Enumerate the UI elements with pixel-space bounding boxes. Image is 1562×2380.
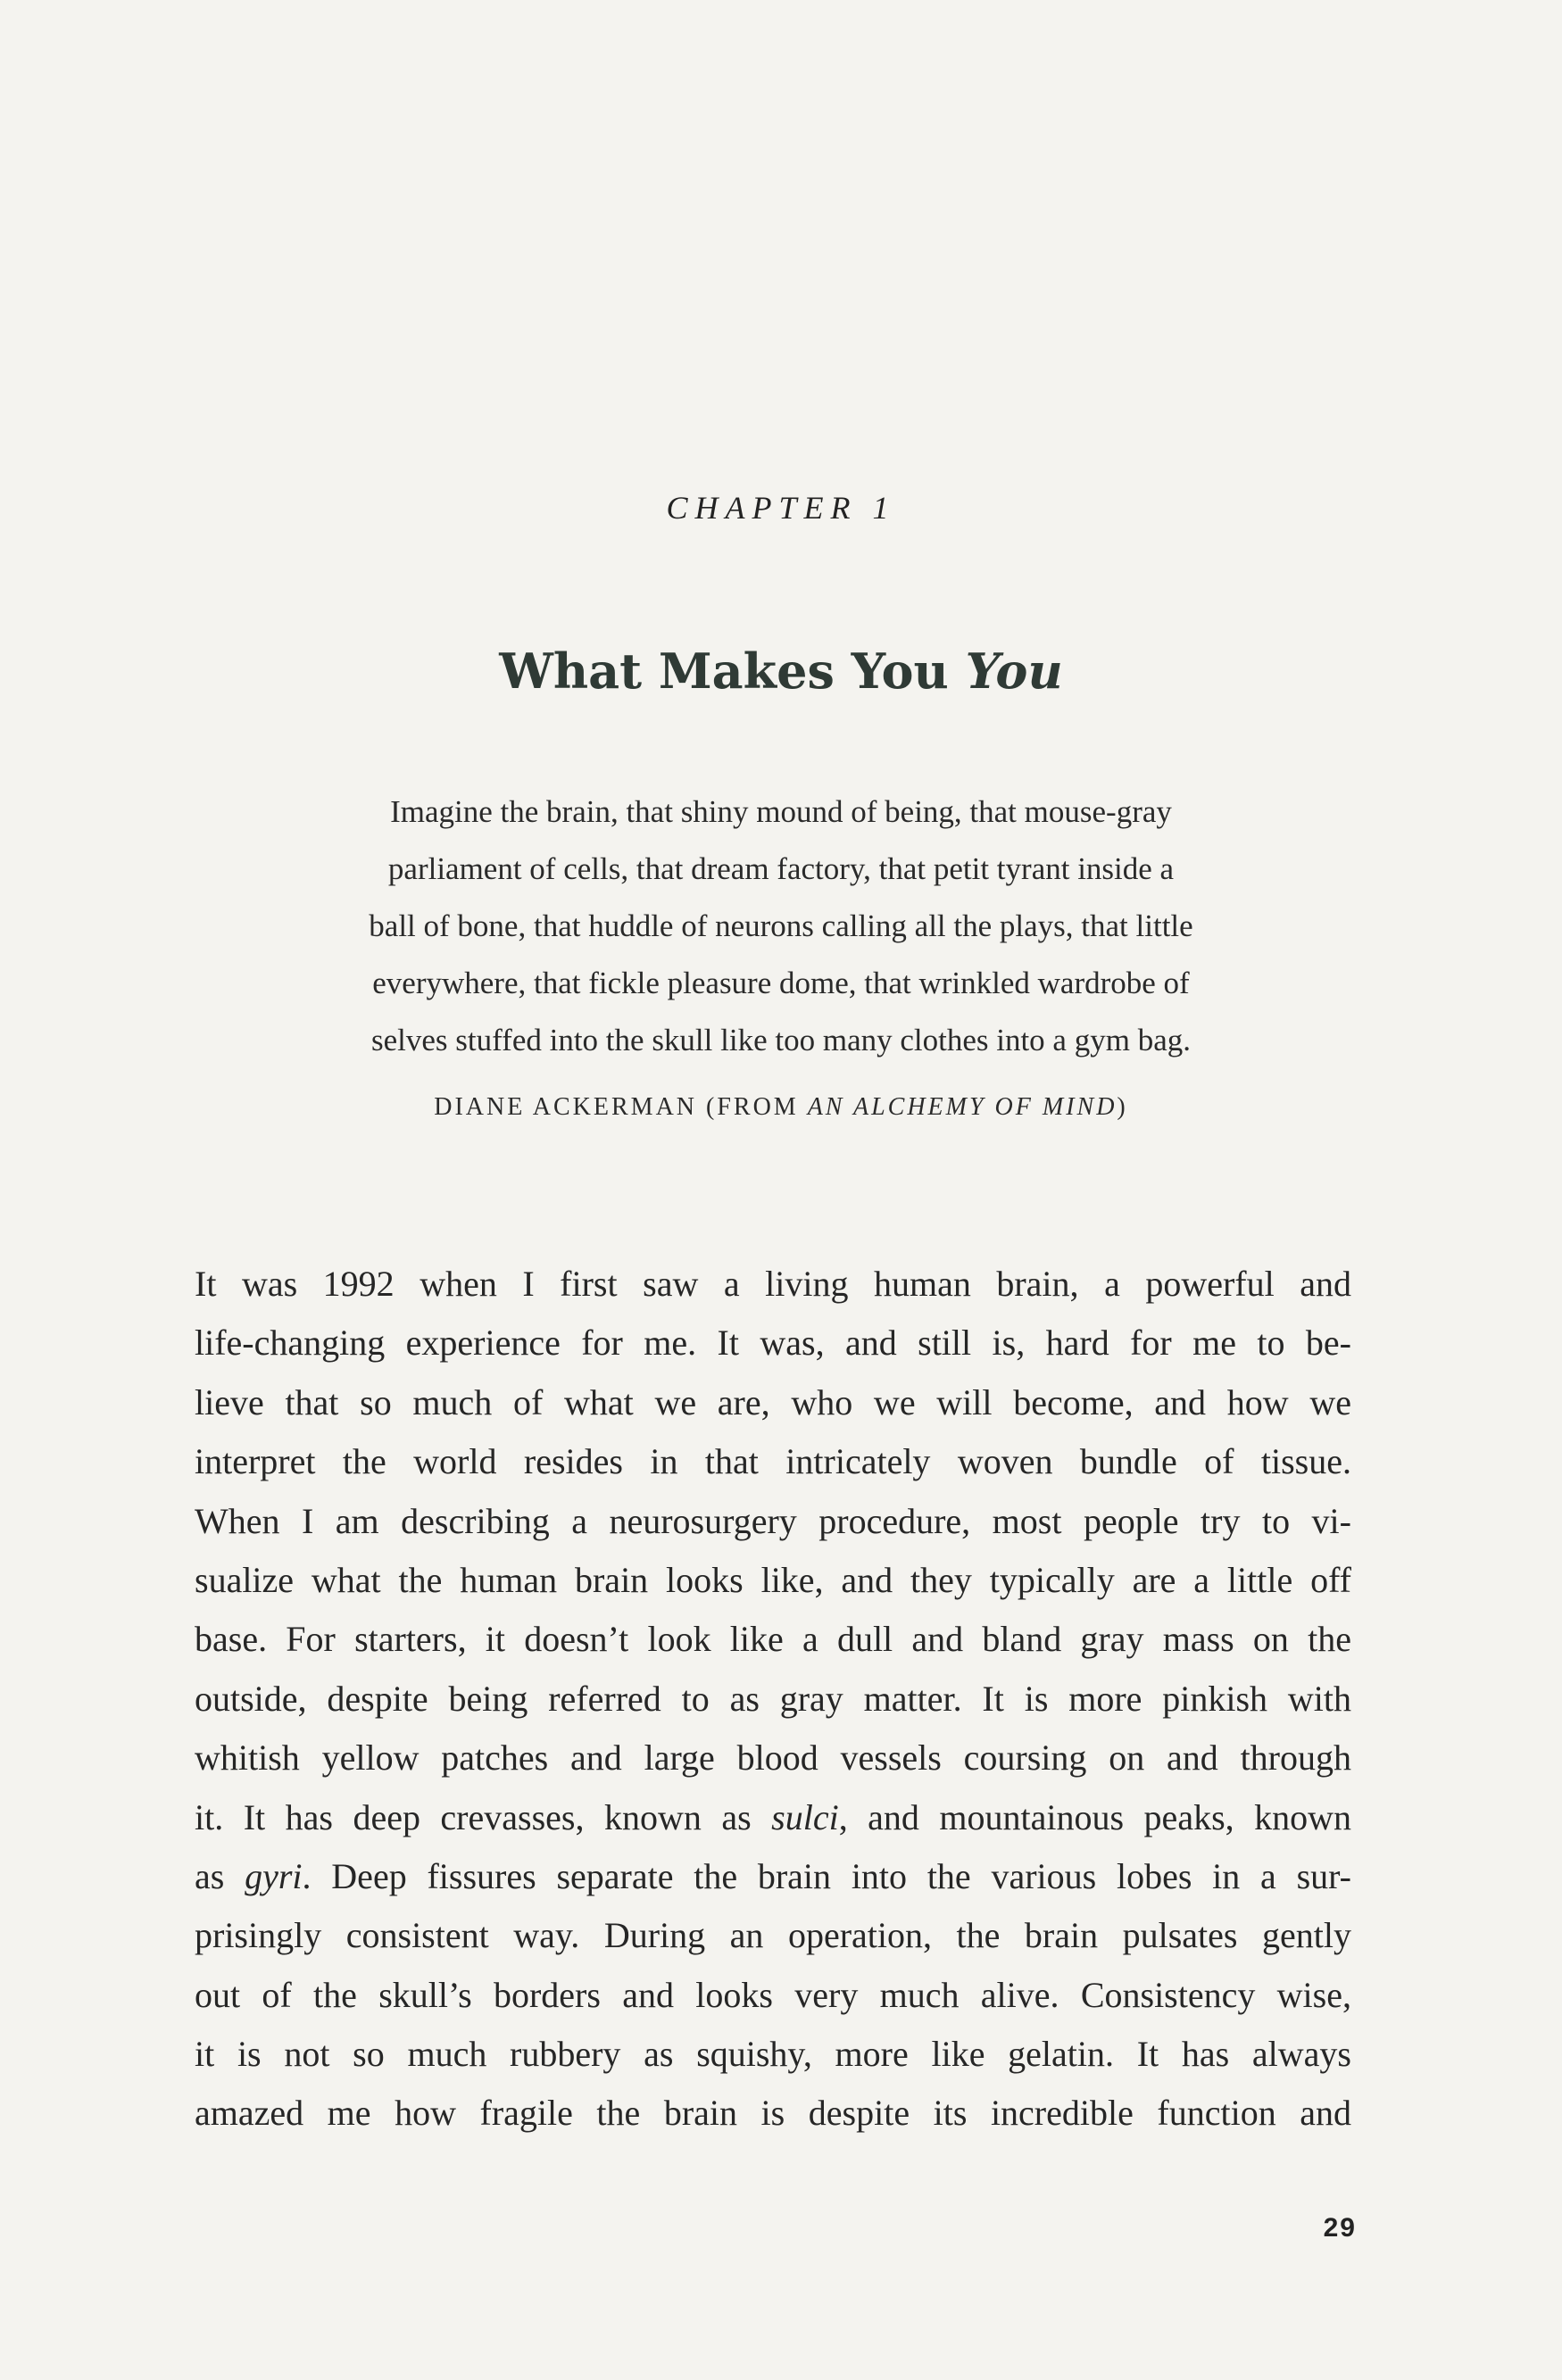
epigraph-line: ball of bone, that huddle of neurons calling all the plays, that little [369,908,1193,943]
body-line-10-a: it. It has deep crevasses, known as [195,1796,772,1837]
chapter-title-italic: You [965,643,1063,700]
attribution-author: DIANE ACKERMAN (FROM [434,1093,808,1121]
body-line: whitish yellow patches and large blood vessels coursing on and through [195,1737,1351,1779]
chapter-title-main: What Makes You [499,643,966,700]
body-line: base. For starters, it doesn’t look like a dull and bland gray mass on the [195,1619,1351,1660]
attribution-close: ) [1117,1093,1128,1121]
epigraph [295,784,1267,1069]
body-line [195,1847,1351,1906]
body-line: When I am describing a neurosurgery procedure, most people try to vi- [195,1500,1351,1541]
term-gyri: gyri [245,1855,303,1896]
body-line: life-changing experience for me. It was, and still is, hard for me to be- [195,1323,1351,1364]
attribution-work: AN ALCHEMY OF MIND [807,1093,1117,1121]
body-line: it is not so much rubbery as squishy, more like gelatin. It has always [195,2034,1351,2075]
body-line: interpret the world resides in that intricately woven bundle of tissue. [195,1441,1351,1482]
body-line-11-c: . Deep fissures separate the brain into the various lobes in a sur- [302,1855,1351,1896]
epigraph-line: parliament of cells, that dream factory, that petit tyrant inside a [387,851,1175,886]
epigraph-line: selves stuffed into the skull like too many clothes into a gym bag. [371,1023,1191,1057]
epigraph-attribution [0,1093,1562,1122]
chapter-title [0,643,1562,700]
term-sulci: sulci [771,1796,839,1837]
epigraph-line: Imagine the brain, that shiny mound of being, that mouse-gray [390,794,1172,829]
body-line: It was 1992 when I first saw a living human brain, a powerful and [195,1264,1351,1304]
page-number: 29 [1323,2213,1357,2243]
body-line: out of the skull’s borders and looks very much alive. Consistency wise, [195,1974,1351,2015]
body-line: amazed me how fragile the brain is despite its incredible function and [195,2093,1351,2134]
body-line [195,1788,1351,1847]
body-line: lieve that so much of what we are, who we will become, and how we [195,1381,1351,1422]
chapter-label: CHAPTER 1 [666,490,896,526]
body-line: prisingly consistent way. During an operation, the brain pulsates gently [195,1915,1351,1956]
epigraph-line: everywhere, that fickle pleasure dome, that wrinkled wardrobe of [372,966,1190,1000]
body-line-11-a: as [195,1855,245,1896]
body-line: sualize what the human brain looks like, and they typically are a little off [195,1559,1351,1600]
body-text [195,1255,1351,2144]
body-line-10-c: , and mountainous peaks, known [838,1796,1352,1837]
body-line: outside, despite being referred to as gray matter. It is more pinkish with [195,1678,1351,1719]
